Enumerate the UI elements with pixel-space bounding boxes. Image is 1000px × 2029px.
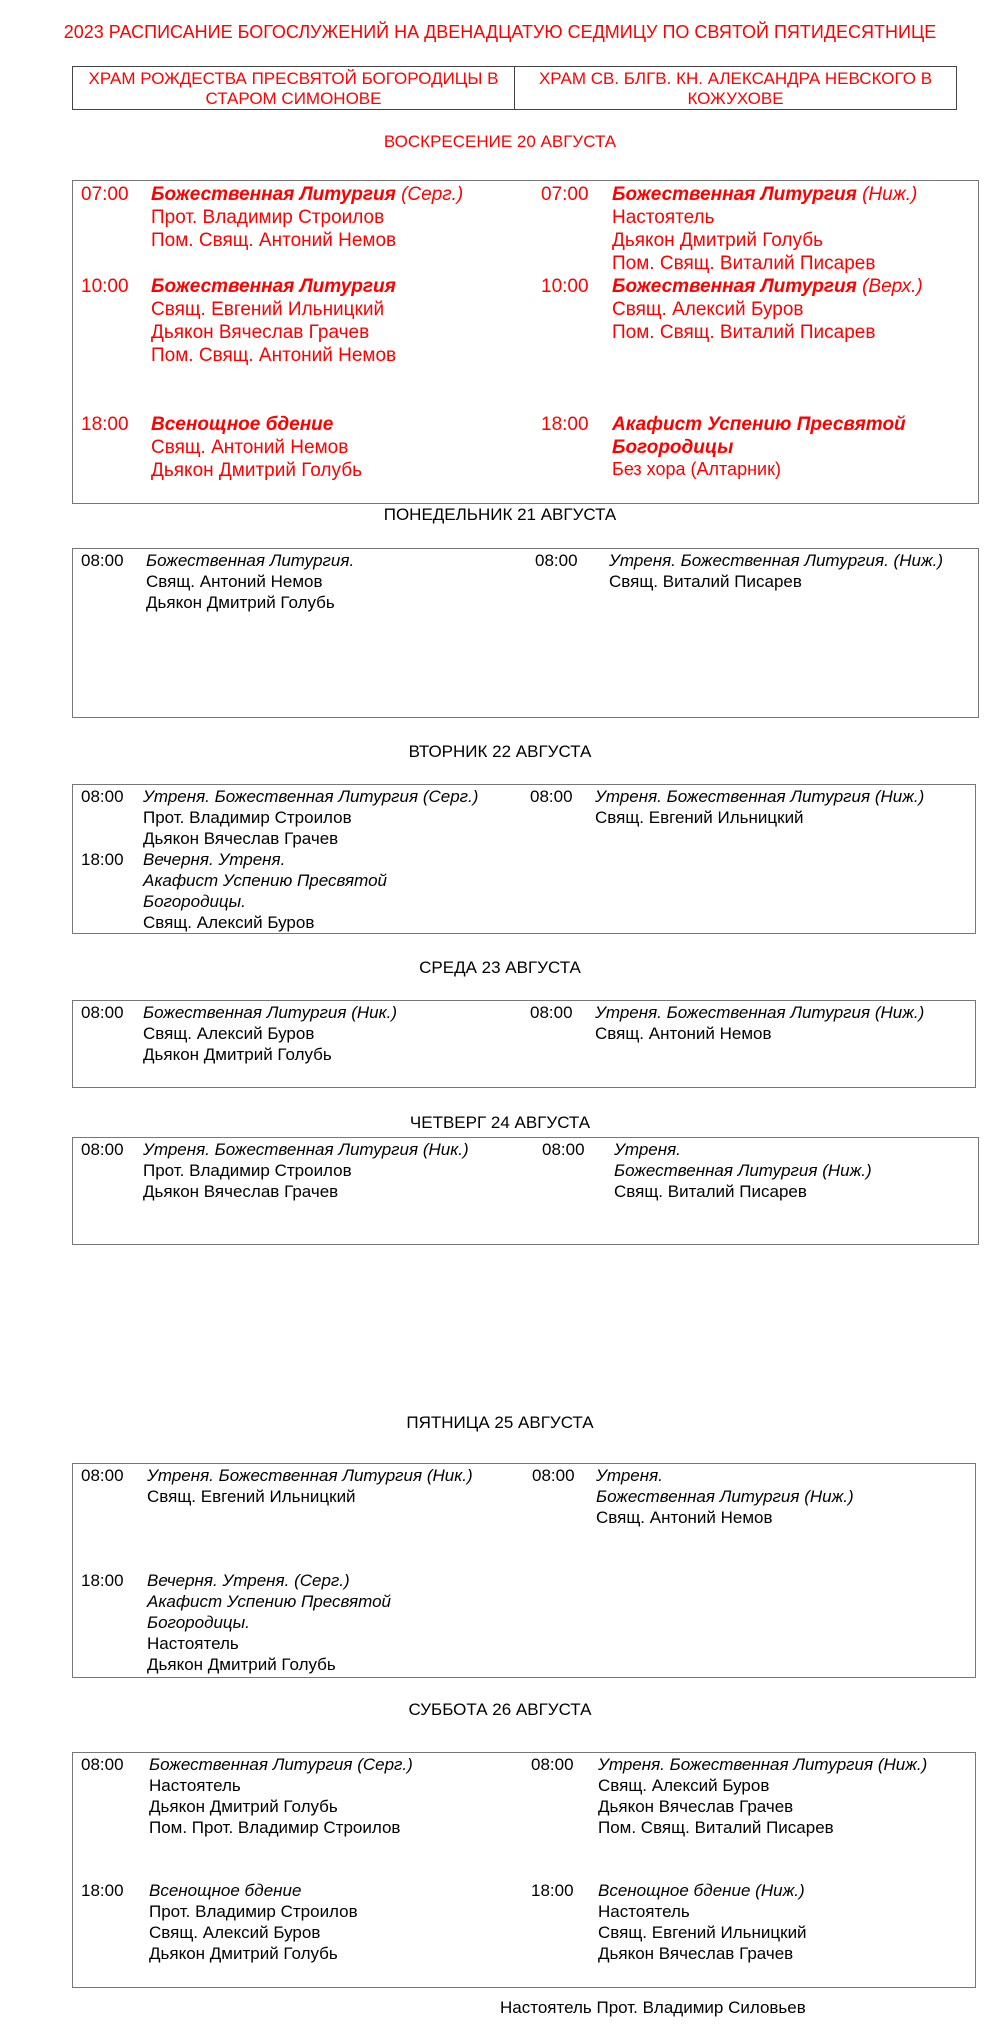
clergy-line: Пом. Свящ. Виталий Писарев [612,253,876,274]
service-name: Утреня. Божественная Литургия (Ниж.) [595,1003,925,1022]
service-time: 08:00 [542,1140,585,1159]
church-right-name: ХРАМ СВ. БЛГВ. КН. АЛЕКСАНДРА НЕВСКОГО В КОЖУХОВЕ [538,69,933,108]
clergy-line: Свящ. Алексий Буров [143,913,315,932]
clergy-line: Прот. Владимир Строилов [151,207,385,228]
clergy-line: Дьякон Дмитрий Голубь [146,593,335,612]
service-name-cont: Божественная Литургия (Ниж.) [596,1487,854,1506]
clergy-line: Свящ. Виталий Писарев [609,572,802,591]
service-time: 08:00 [81,1466,124,1485]
clergy-line: Дьякон Дмитрий Голубь [143,1045,332,1064]
service-time: 18:00 [541,414,589,435]
service-name-cont: Богородицы. [147,1613,250,1632]
service-name-cont: Божественная Литургия (Ниж.) [614,1161,872,1180]
clergy-line: Свящ. Антоний Немов [151,437,349,458]
day-box-monday [72,548,979,718]
service-name: Божественная Литургия (Серг.) [151,184,464,205]
service-name: Божественная Литургия (Ник.) [143,1003,398,1022]
clergy-line: Без хора (Алтарник) [612,459,781,479]
service-time: 08:00 [535,551,578,570]
clergy-line: Свящ. Евгений Ильницкий [151,299,385,320]
service-time: 18:00 [81,414,129,435]
churches-header [72,66,957,110]
service-name: Утреня. Божественная Литургия (Серг.) [143,787,479,806]
service-time: 18:00 [81,1571,124,1590]
service-name: Божественная Литургия. [146,551,355,570]
clergy-line: Пом. Свящ. Антоний Немов [151,345,397,366]
service-time: 07:00 [541,184,589,205]
clergy-line: Свящ. Евгений Ильницкий [598,1923,807,1942]
clergy-line: Свящ. Алексий Буров [612,299,804,320]
service-name: Акафист Успению Пресвятой Богородицы [612,414,906,458]
day-heading-tuesday: ВТОРНИК 22 АВГУСТА [408,742,592,761]
clergy-line: Свящ. Антоний Немов [146,572,323,591]
clergy-line: Дьякон Дмитрий Голубь [612,230,823,251]
service-time: 08:00 [530,787,573,806]
clergy-line: Дьякон Вячеслав Грачев [151,322,370,343]
service-name-cont: Богородицы. [143,892,246,911]
clergy-line: Прот. Владимир Строилов [149,1902,358,1921]
service-time: 18:00 [81,1881,124,1900]
service-name: Божественная Литургия (Серг.) [149,1755,413,1774]
day-box-thursday [72,1137,979,1245]
service-name: Утреня. [596,1466,663,1485]
clergy-line: Дьякон Дмитрий Голубь [147,1655,336,1674]
service-name: Вечерня. Утреня. [143,850,286,869]
service-time: 08:00 [81,1003,124,1022]
service-name: Утреня. Божественная Литургия (Ниж.) [595,787,925,806]
service-name: Всенощное бдение [149,1881,302,1900]
clergy-line: Пом. Свящ. Виталий Писарев [612,322,876,343]
service-time: 10:00 [81,276,129,297]
clergy-line: Настоятель [612,207,715,228]
service-time: 08:00 [81,787,124,806]
service-time: 07:00 [81,184,129,205]
day-box-tuesday [72,784,976,934]
church-left-name: ХРАМ РОЖДЕСТВА ПРЕСВЯТОЙ БОГОРОДИЦЫ В СТАРОМ СИМОНОВЕ [73,67,515,109]
clergy-line: Дьякон Дмитрий Голубь [149,1797,338,1816]
day-heading-wednesday: СРЕДА 23 АВГУСТА [419,958,581,977]
service-time: 10:00 [541,276,589,297]
clergy-line: Дьякон Дмитрий Голубь [149,1944,338,1963]
service-name: Утреня. [614,1140,681,1159]
service-name-cont: Акафист Успению Пресвятой [143,871,387,890]
service-time: 18:00 [531,1881,574,1900]
clergy-line: Дьякон Вячеслав Грачев [143,829,339,848]
clergy-line: Свящ. Антоний Немов [596,1508,773,1527]
clergy-line: Дьякон Вячеслав Грачев [598,1797,794,1816]
service-name: Вечерня. Утреня. (Серг.) [147,1571,350,1590]
service-name: Божественная Литургия (Верх.) [612,276,923,297]
service-time: 08:00 [81,1755,124,1774]
clergy-line: Свящ. Алексий Буров [598,1776,770,1795]
schedule-title: 2023 РАСПИСАНИЕ БОГОСЛУЖЕНИЙ НА ДВЕНАДЦАТУЮ СЕДМИЦУ ПО СВЯТОЙ ПЯТИДЕСЯТНИЦЕ [63,22,937,42]
day-box-saturday [72,1752,976,1988]
clergy-line: Свящ. Виталий Писарев [614,1182,807,1201]
service-time: 08:00 [532,1466,575,1485]
clergy-line: Свящ. Антоний Немов [595,1024,772,1043]
clergy-line: Настоятель [149,1776,241,1795]
day-box-wednesday [72,1000,976,1088]
service-name: Божественная Литургия [151,276,396,297]
clergy-line: Дьякон Вячеслав Грачев [598,1944,794,1963]
clergy-line: Свящ. Алексий Буров [149,1923,321,1942]
clergy-line: Дьякон Вячеслав Грачев [143,1182,339,1201]
day-box-friday [72,1463,976,1678]
clergy-line: Свящ. Евгений Ильницкий [595,808,804,827]
day-heading-monday: ПОНЕДЕЛЬНИК 21 АВГУСТА [383,505,617,524]
clergy-line: Свящ. Алексий Буров [143,1024,315,1043]
service-time: 08:00 [531,1755,574,1774]
service-name: Всенощное бдение [151,414,334,435]
service-time: 08:00 [530,1003,573,1022]
day-heading-sunday: ВОСКРЕСЕНИЕ 20 АВГУСТА [383,132,617,151]
service-name: Утреня. Божественная Литургия (Ниж.) [598,1755,928,1774]
service-time: 08:00 [81,1140,124,1159]
service-name: Утреня. Божественная Литургия (Ник.) [143,1140,469,1159]
day-heading-friday: ПЯТНИЦА 25 АВГУСТА [406,1413,594,1432]
service-name-cont: Акафист Успению Пресвятой [147,1592,391,1611]
service-name: Божественная Литургия (Ниж.) [612,184,918,205]
service-name: Утреня. Божественная Литургия. (Ниж.) [609,551,944,570]
footer-signature: Настоятель Прот. Владимир Силовьев [500,1998,806,2017]
clergy-line: Пом. Прот. Владимир Строилов [149,1818,401,1837]
service-time: 18:00 [81,850,124,869]
clergy-line: Прот. Владимир Строилов [143,1161,352,1180]
day-heading-thursday: ЧЕТВЕРГ 24 АВГУСТА [409,1113,591,1132]
clergy-line: Свящ. Евгений Ильницкий [147,1487,356,1506]
day-box-sunday [72,180,979,504]
clergy-line: Пом. Свящ. Антоний Немов [151,230,397,251]
clergy-line: Прот. Владимир Строилов [143,808,352,827]
day-heading-saturday: СУББОТА 26 АВГУСТА [408,1700,592,1719]
clergy-line: Настоятель [147,1634,239,1653]
service-time: 08:00 [81,551,124,570]
service-name: Всенощное бдение (Ниж.) [598,1881,805,1900]
clergy-line: Дьякон Дмитрий Голубь [151,460,362,481]
clergy-line: Настоятель [598,1902,690,1921]
service-name: Утреня. Божественная Литургия (Ник.) [147,1466,473,1485]
clergy-line: Пом. Свящ. Виталий Писарев [598,1818,834,1837]
